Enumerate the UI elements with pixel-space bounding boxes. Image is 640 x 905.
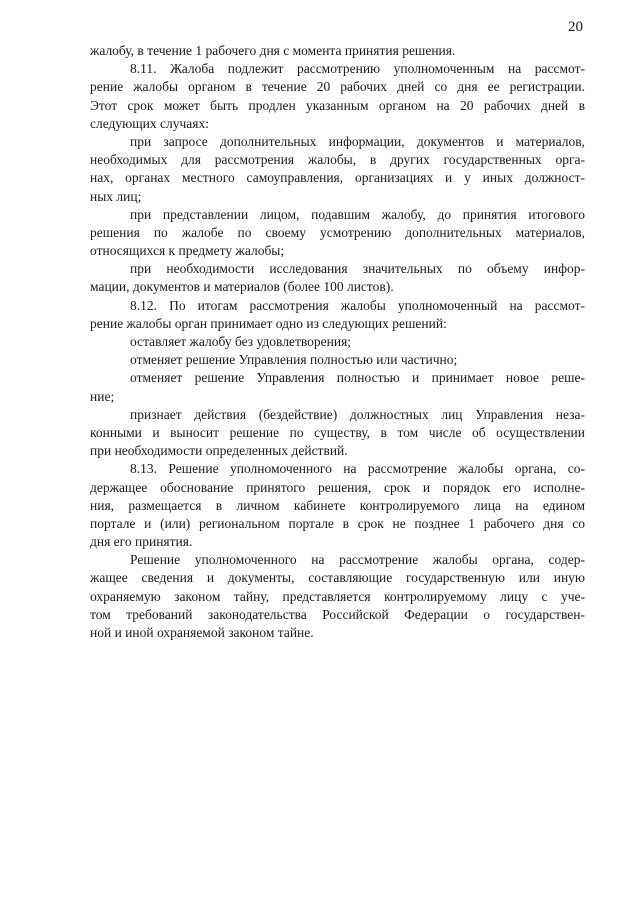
text-line: жалобу, в течение 1 рабочего дня с момента принятия решения.: [90, 43, 456, 58]
text-line: ной и иной охраняемой законом тайне.: [90, 625, 314, 640]
text-line: портале и (или) региональном портале в срок не позднее 1 рабочего дня со: [90, 515, 585, 531]
text-line: рение жалобы органом в течение 20 рабочих дней со дня ее регистрации.: [90, 79, 585, 95]
text-line: отменяет решение Управления полностью или частично;: [130, 352, 458, 368]
text-line: 8.12. По итогам рассмотрения жалобы уполномоченный на рассмот-: [130, 297, 585, 313]
text-line: решения по жалобе по своему усмотрению дополнительных материалов,: [90, 224, 585, 240]
text-line: охраняемую законом тайну, представляется контролируемому лицу с уче-: [90, 588, 585, 604]
text-line: при необходимости определенных действий.: [90, 443, 348, 459]
text-line: признает действия (бездействие) должностных лиц Управления неза-: [130, 406, 585, 422]
page-number: 20: [568, 19, 583, 35]
text-line: конными и выносит решение по существу, в том числе об осуществлении: [90, 424, 585, 440]
text-line: Этот срок может быть продлен указанным органом на 20 рабочих дней в: [90, 97, 585, 113]
text-line: при запросе дополнительных информации, документов и материалов,: [130, 133, 585, 149]
text-line: 8.13. Решение уполномоченного на рассмотрение жалобы органа, со-: [130, 461, 585, 477]
text-line: оставляет жалобу без удовлетворения;: [130, 334, 352, 349]
text-line: относящихся к предмету жалобы;: [90, 243, 285, 259]
text-line: мации, документов и материалов (более 100 листов).: [90, 279, 394, 295]
text-line: нах, органах местного самоуправления, организациях и у иных должност-: [90, 170, 585, 186]
text-line: держащее обоснование принятого решения, срок и порядок его исполне-: [90, 479, 585, 495]
text-line: ния, размещается в личном кабинете контролируемого лица на едином: [90, 497, 585, 513]
text-line: отменяет решение Управления полностью и принимает новое реше-: [130, 370, 585, 386]
text-line: жащее сведения и документы, составляющие государственную или иную: [90, 570, 585, 586]
text-line: при необходимости исследования значительных по объему инфор-: [130, 261, 585, 277]
text-line: 8.11. Жалоба подлежит рассмотрению уполномоченным на рассмот-: [130, 61, 585, 77]
text-line: ных лиц;: [90, 188, 142, 204]
document-body: [90, 42, 585, 642]
text-line: следующих случаях:: [90, 115, 209, 131]
text-line: при представлении лицом, подавшим жалобу, до принятия итогового: [130, 206, 585, 222]
text-line: Решение уполномоченного на рассмотрение жалобы органа, содер-: [130, 552, 585, 568]
text-line: том требований законодательства Российской Федерации о государствен-: [90, 606, 585, 622]
text-line: рение жалобы орган принимает одно из следующих решений:: [90, 315, 447, 331]
text-line: ние;: [90, 388, 115, 404]
text-line: необходимых для рассмотрения жалобы, в других государственных орга-: [90, 152, 585, 168]
text-line: дня его принятия.: [90, 534, 193, 550]
